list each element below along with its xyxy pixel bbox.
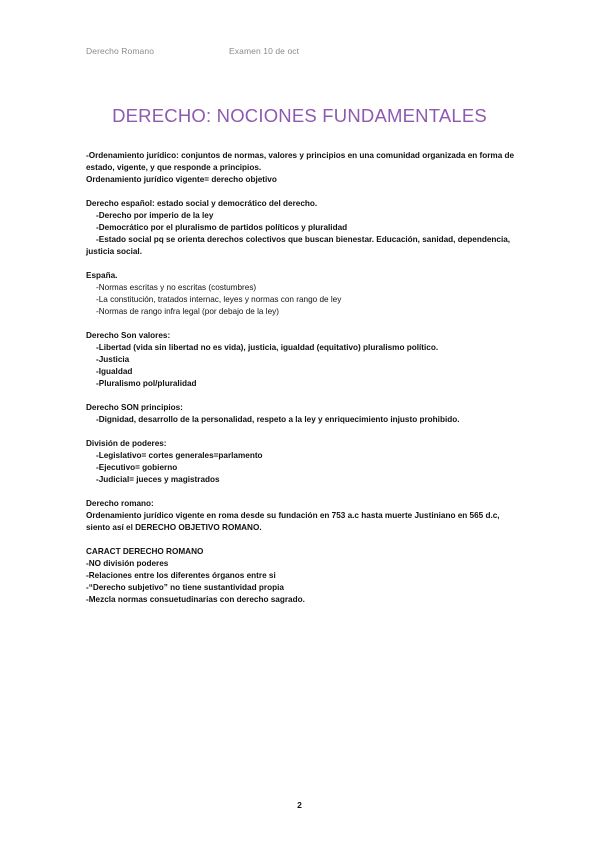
list-item: -Judicial= jueces y magistrados (96, 475, 220, 484)
section-heading: Derecho Son valores: (86, 331, 171, 340)
list-item: -Igualdad (96, 367, 133, 376)
list-item: -Estado social pq se orienta derechos colectivos que buscan bienestar. Educación, sanidad, dependencia, justicia social. (86, 235, 511, 256)
page-number: 2 (297, 800, 302, 810)
document-body (86, 150, 516, 618)
section-espana (86, 270, 516, 318)
list-item: -Justicia (96, 355, 130, 364)
list-item: -Pluralismo pol/pluralidad (96, 379, 197, 388)
list-item: -Libertad (vida sin libertad no es vida), justicia, igualdad (equitativo) pluralismo político. (96, 343, 439, 352)
list-item: -Legislativo= cortes generales=parlamento (96, 451, 263, 460)
ordenamiento-equivalence: Ordenamiento jurídico vigente= derecho objetivo (86, 175, 277, 184)
ordenamiento-definition: -Ordenamiento jurídico: conjuntos de normas, valores y principios en una comunidad organizada en forma de estado, vigente, y que responde a principios. (86, 151, 515, 172)
section-heading: Derecho español: estado social y democrático del derecho. (86, 199, 318, 208)
list-item: -Mezcla normas consuetudinarias con derecho sagrado. (86, 595, 305, 604)
section-caract-derecho-romano (86, 546, 516, 606)
section-ordenamiento (86, 150, 516, 186)
section-division-poderes (86, 438, 516, 486)
section-principios (86, 402, 516, 426)
list-item: -Normas escritas y no escritas (costumbres) (96, 283, 257, 292)
document-title: DERECHO: NOCIONES FUNDAMENTALES (112, 105, 487, 126)
list-item: -“Derecho subjetivo” no tiene sustantividad propia (86, 583, 284, 592)
section-heading: España. (86, 271, 118, 280)
list-item: -Dignidad, desarrollo de la personalidad, respeto a la ley y enriquecimiento injusto prohibido. (96, 415, 460, 424)
section-valores (86, 330, 516, 390)
header-course: Derecho Romano (86, 46, 155, 56)
section-derecho-romano (86, 498, 516, 534)
list-item: -Democrático por el pluralismo de partidos políticos y pluralidad (96, 223, 348, 232)
section-heading: Derecho romano: (86, 499, 154, 508)
header-exam: Examen 10 de oct (229, 46, 300, 56)
list-item: -La constitución, tratados internac, leyes y normas con rango de ley (96, 295, 342, 304)
list-item: -Ejecutivo= gobierno (96, 463, 178, 472)
section-heading: CARACT DERECHO ROMANO (86, 547, 204, 556)
list-item: -NO división poderes (86, 559, 169, 568)
list-item: -Derecho por imperio de la ley (96, 211, 214, 220)
list-item: -Relaciones entre los diferentes órganos entre si (86, 571, 276, 580)
list-item: -Normas de rango infra legal (por debajo de la ley) (96, 307, 279, 316)
section-heading: Derecho SON principios: (86, 403, 183, 412)
section-derecho-espanol (86, 198, 516, 258)
section-heading: División de poderes: (86, 439, 167, 448)
derecho-romano-text: Ordenamiento jurídico vigente en roma desde su fundación en 753 a.c hasta muerte Justiniano en 565 d.c, siento así el DERECHO OBJETIVO ROMANO. (86, 511, 500, 532)
